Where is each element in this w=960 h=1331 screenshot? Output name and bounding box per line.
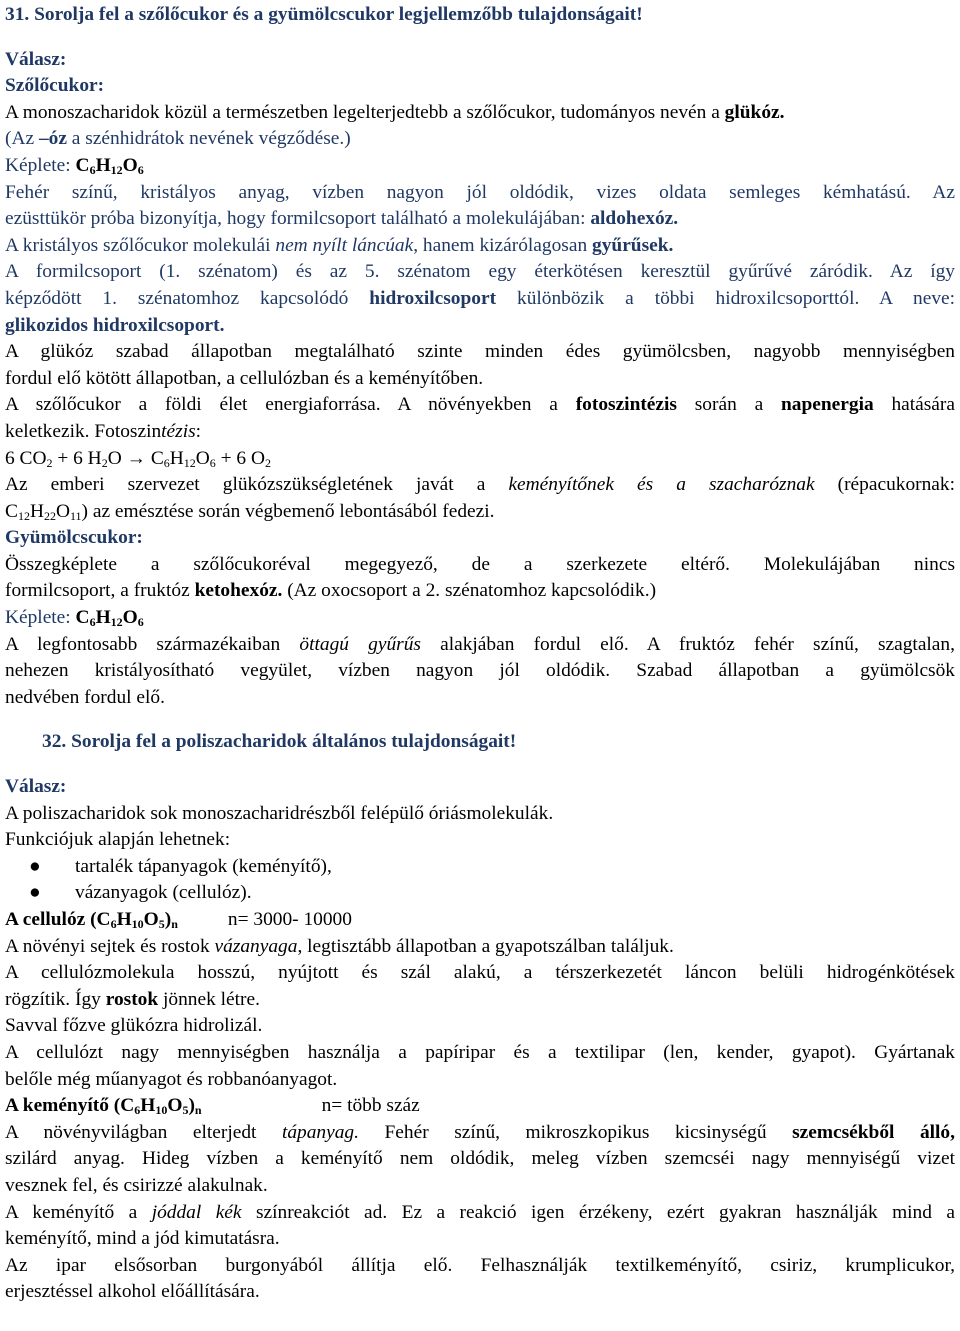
answer-label: Válasz: [5,776,67,798]
szolocukor-heading: Szőlőcukor: [5,75,105,97]
formula-line: Képlete: $C_6H_{12}O_6$ [5,154,144,177]
spacer [5,756,955,774]
formula-line: Képlete: $C_6H_{12}O_6$ [5,607,144,630]
paragraph-line: A cellulózt nagy mennyiségben használja a papíripar és a textilipar (len, kender, gyapot). Gyártanak [5,1041,955,1063]
paragraph-line: A növényvilágban elterjedt tápanyag. Fehér színű, mikroszkopikus kicsinységű szemcsékből álló, [5,1121,955,1143]
paragraph-line: formilcsoport, a fruktóz ketohexóz. (Az oxocsoport a 2. szénatomhoz kapcsolódik.) [5,580,657,602]
paragraph-line: erjesztéssel alkohol előállítására. [5,1281,260,1303]
paragraph-line: A glükóz szabad állapotban megtalálható szinte minden édes gyümölcsben, nagyobb mennyiségben [5,341,955,363]
paragraph-line: A szőlőcukor a földi élet energiaforrása. A növényekben a fotoszintézis során a napenergia hatására [5,394,955,416]
list-item: ● vázanyagok (cellulóz). [5,880,955,907]
spacer [5,29,955,47]
starch-heading: A keményítő $(C_6H_{10}O_5)_n$ n= több száz [5,1095,420,1118]
paragraph-line: A kristályos szőlőcukor molekulái nem nyílt láncúak, hanem kizárólagosan gyűrűsek. [5,234,674,256]
paragraph-line: (Az –óz a szénhidrátok nevének végződése.) [5,128,351,150]
bullet-icon: ● [29,855,41,877]
paragraph-line: Savval főzve glükózra hidrolizál. [5,1015,263,1037]
document-page [5,2,955,1306]
paragraph-line: nedvében fordul elő. [5,686,165,708]
paragraph-line: nehezen kristályosítható vegyület, vízben nagyon jól oldódik. Szabad állapotban a gyümölcsök [5,660,955,682]
photosynthesis-equation: 6 $CO_2 + 6$ $H_2O \to C_6H_{12}O_6 + 6$ $O_2$ [5,447,271,470]
paragraph-line: Az emberi szervezet glükózszükségletének javát a keményítőnek és a szacharóznak (répacukornak: [5,474,955,496]
paragraph-line: A formilcsoport (1. szénatom) és az 5. szénatom egy éterkötésen keresztül gyűrűvé záródik. Az így [5,261,955,283]
spacer [5,711,955,729]
bullet-icon: ● [29,882,41,904]
paragraph-line: glikozidos hidroxilcsoport. [5,314,225,336]
paragraph-line: A monoszacharidok közül a természetben legelterjedtebb a szőlőcukor, tudományos nevén a glükóz. [5,101,785,123]
paragraph-line: fordul elő kötött állapotban, a cellulózban és a keményítőben. [5,367,484,389]
paragraph-line: A keményítő a jóddal kék színreakciót ad. Ez a reakció igen érzékeny, ezért gyakran használják mind a [5,1201,955,1223]
list-item: ● tartalék tápanyagok (keményítő), [5,854,955,881]
paragraph-line: Funkciójuk alapján lehetnek: [5,829,231,851]
paragraph-line: keletkezik. Fotoszintézis: [5,420,202,442]
question-32-title: 32. Sorolja fel a poliszacharidok általános tulajdonságait! [42,731,517,753]
paragraph-line: képződött 1. szénatomhoz kapcsolódó hidroxilcsoport különbözik a többi hidroxilcsoporttól. A neve: [5,287,956,309]
gyumolcscukor-heading: Gyümölcscukor: [5,527,143,549]
paragraph-line: Fehér színű, kristályos anyag, vízben nagyon jól oldódik, vizes oldata semleges kémhatású. Az [5,181,955,203]
answer-label: Válasz: [5,48,67,70]
paragraph-line: A legfontosabb származékaiban öttagú gyűrűs alakjában fordul elő. A fruktóz fehér színű, szagtalan, [5,633,955,655]
paragraph-line: Az ipar elsősorban burgonyából állítja elő. Felhasználják textilkeményítő, csiriz, krumplicukor, [5,1254,955,1276]
arrow-icon: → [126,447,146,469]
paragraph-line: $C_{12}H_{22}O_{11}$) az emésztése során végbemenő lebontásából fedezi. [5,500,495,523]
cellulose-heading: A cellulóz $(C_6H_{10}O_5)_n$ n= 3000- 10000 [5,909,352,931]
paragraph-line: vesznek fel, és csirizzé alakulnak. [5,1174,268,1196]
paragraph-line: A cellulózmolekula hosszú, nyújtott és szál alakú, a térszerkezetét láncon belüli hidrogénkötések [5,962,955,984]
paragraph-line: A poliszacharidok sok monoszacharidrészből felépülő óriásmolekulák. [5,802,554,824]
paragraph-line: Összegképlete a szőlőcukoréval megegyező, de a szerkezete eltérő. Molekulájában nincs [5,553,955,575]
paragraph-line: rögzítik. Így rostok jönnek létre. [5,988,260,1010]
paragraph-line: szilárd anyag. Hideg vízben a keményítő nem oldódik, meleg vízben szemcséi nagy mennyiségű vizet [5,1148,955,1170]
question-31-title: 31. Sorolja fel a szőlőcukor és a gyümölcscukor legjellemzőbb tulajdonságait! [5,4,643,25]
paragraph-line: A növényi sejtek és rostok vázanyaga, legtisztább állapotban a gyapotszálban találjuk. [5,935,674,957]
paragraph-line: keményítő, mind a jód kimutatásra. [5,1228,280,1250]
paragraph-line: belőle még műanyagot és robbanóanyagot. [5,1068,338,1090]
paragraph-line: ezüsttükör próba bizonyítja, hogy formilcsoport található a molekulájában: aldohexóz. [5,208,679,230]
